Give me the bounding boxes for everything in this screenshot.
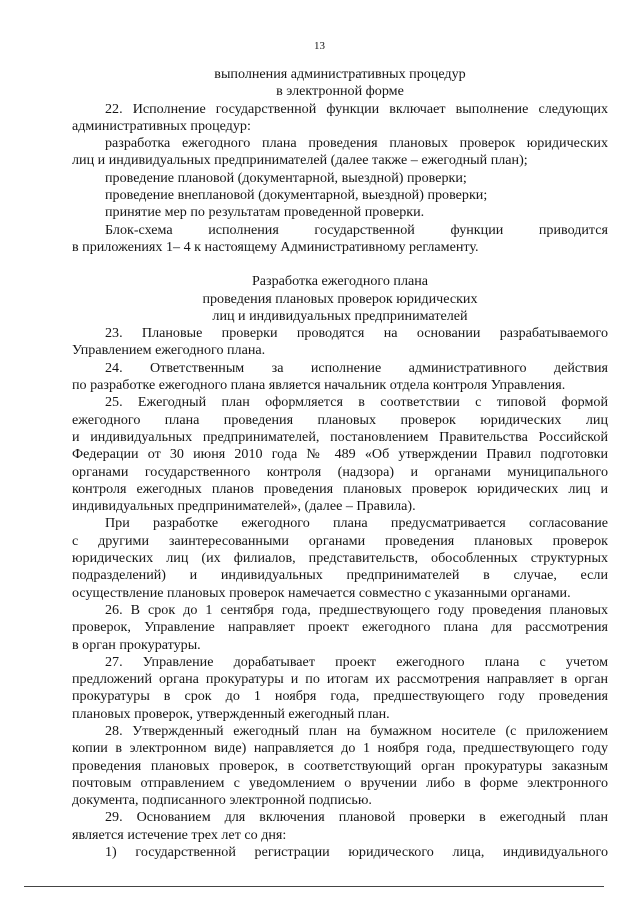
p25-line2: ежегодного плана проведения плановых проверок юридических лиц: [72, 411, 608, 428]
p26-line2: проверок, Управление направляет проект ежегодного плана для рассмотрения: [72, 619, 608, 636]
footer-divider: [24, 886, 604, 887]
p28-line2: копии в электронном виде) направляется до 1 ноября года, предшествующего году: [72, 740, 608, 757]
p25b-line4: подразделений) и индивидуальных предпринимателей в случае, если: [72, 567, 608, 584]
heading-top-line2: в электронной форме: [276, 83, 404, 100]
section-heading-line2: проведения плановых проверок юридических: [202, 290, 478, 307]
p27-line3: прокуратуры в срок до 1 ноября года, предшествующего году проведения: [72, 688, 608, 705]
p22-item1-b: лиц и индивидуальных предпринимателей (далее также – ежегодный план);: [72, 152, 528, 169]
p22-item4: принятие мер по результатам проведенной проверки.: [105, 204, 425, 221]
section-heading-line3: лиц и индивидуальных предпринимателей: [212, 307, 468, 324]
p25b-line5: осуществление плановых проверок намечается совместно с указанными органами.: [72, 584, 571, 601]
p24-line1: 24. Ответственным за исполнение административного действия: [105, 359, 608, 376]
p25-line1: 25. Ежегодный план оформляется в соответствии с типовой формой: [105, 394, 608, 411]
p25-line6: контроля ежегодных планов проведения плановых проверок юридических лиц и: [72, 480, 608, 497]
p22-item3: проведение внеплановой (документарной, выездной) проверки;: [105, 187, 488, 204]
heading-top-line1: выполнения административных процедур: [214, 66, 466, 82]
p26-line3: в орган прокуратуры.: [72, 636, 201, 653]
p25-line3: и индивидуальных предпринимателей, постановлением Правительства Российской: [72, 428, 608, 445]
p28-line5: документа, подписанного электронной подписью.: [72, 792, 372, 809]
p25b-line2: с другими заинтересованными органами проведения плановых проверок: [72, 532, 608, 549]
p22-item1-a: разработка ежегодного плана проведения плановых проверок юридических: [105, 135, 608, 152]
p22-block-line1: Блок-схема исполнения государственной функции приводится: [105, 221, 608, 238]
p28-line4: почтовым отправлением с уведомлением о вручении либо в форме электронного: [72, 774, 608, 791]
p28-line3: проведения плановых проверок, в соответствующий орган прокуратуры заказным: [72, 757, 608, 774]
document-body: [72, 66, 608, 861]
p22-line1: 22. Исполнение государственной функции включает выполнение следующих: [105, 100, 608, 117]
p25b-line1: При разработке ежегодного плана предусматривается согласование: [105, 515, 608, 532]
p29-line2: является истечение трех лет со дня:: [72, 826, 287, 843]
p22-line2: административных процедур:: [72, 117, 251, 134]
p22-block-line2: в приложениях 1– 4 к настоящему Административному регламенту.: [72, 238, 479, 255]
p25-line7: индивидуальных предпринимателей», (далее – Правила).: [72, 498, 416, 515]
p25-line4: Федерации от 30 июня 2010 года № 489 «Об утверждении Правил подготовки: [72, 446, 608, 463]
p28-line1: 28. Утвержденный ежегодный план на бумажном носителе (с приложением: [105, 722, 608, 739]
p23-line1: 23. Плановые проверки проводятся на основании разрабатываемого: [105, 325, 608, 342]
p23-line2: Управлением ежегодного плана.: [72, 342, 266, 359]
p22-item2: проведение плановой (документарной, выездной) проверки;: [105, 169, 467, 186]
p29-line3: 1) государственной регистрации юридического лица, индивидуального: [105, 844, 608, 861]
p26-line1: 26. В срок до 1 сентября года, предшествующего году проведения плановых: [105, 601, 608, 618]
p24-line2: по разработке ежегодного плана является начальник отдела контроля Управления.: [72, 377, 566, 394]
p29-line1: 29. Основанием для включения плановой проверки в ежегодный план: [105, 809, 608, 826]
p27-line2: предложений органа прокуратуры и по итогам их рассмотрения направляет в орган: [72, 671, 608, 688]
p25b-line3: юридических лиц (их филиалов, представительств, обособленных структурных: [72, 550, 608, 567]
p27-line4: плановых проверок, утвержденный ежегодный план.: [72, 705, 390, 722]
page-number: 13: [314, 40, 325, 52]
p25-line5: органами государственного контроля (надзора) и органами муниципального: [72, 463, 608, 480]
p27-line1: 27. Управление дорабатывает проект ежегодного плана с учетом: [105, 653, 608, 670]
section-heading-line1: Разработка ежегодного плана: [251, 273, 429, 290]
